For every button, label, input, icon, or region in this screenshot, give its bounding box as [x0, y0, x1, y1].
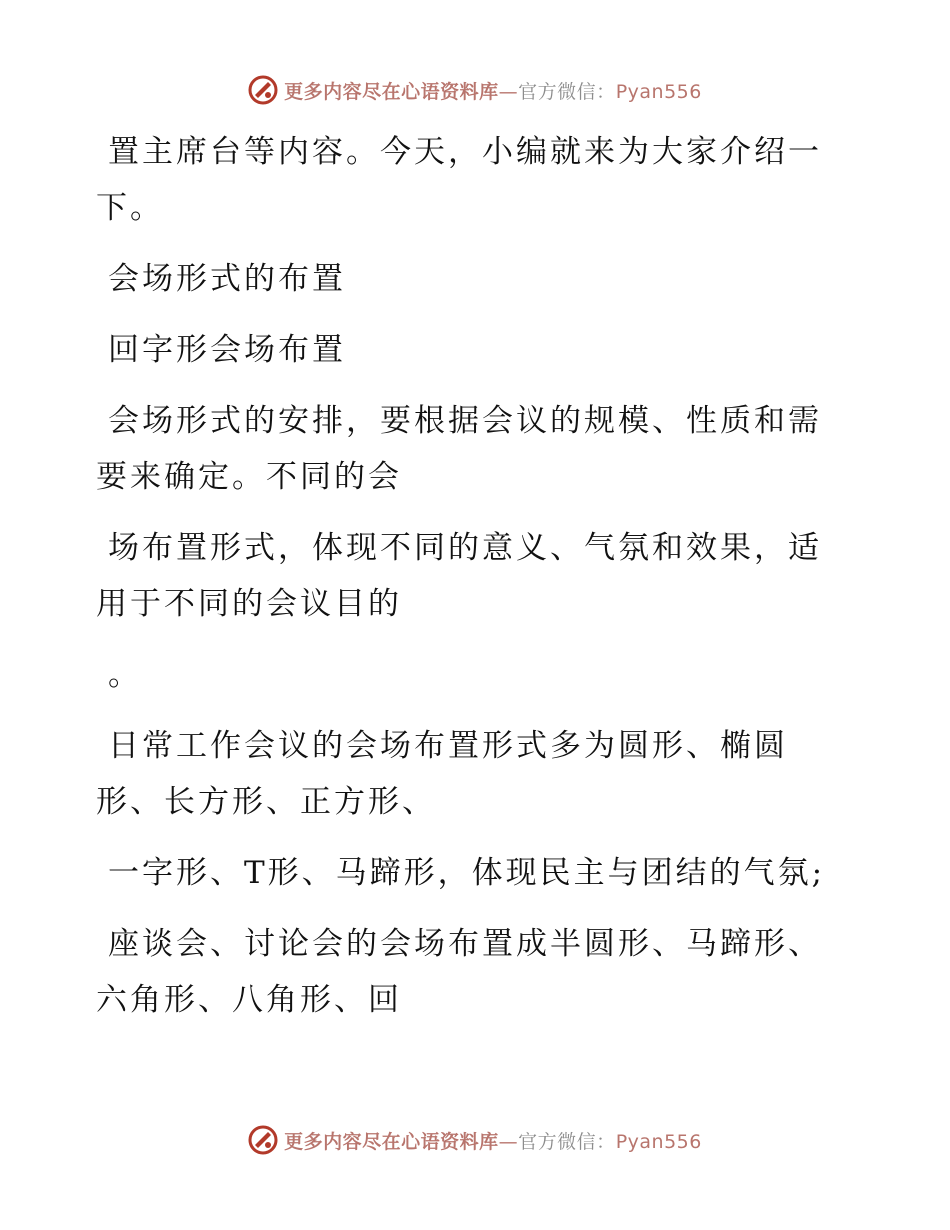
text-line: 形、长方形、正方形、 — [96, 784, 436, 820]
banner-text — [284, 77, 702, 104]
text-line: 日常工作会议的会场布置形式多为圆形、椭圆 — [108, 728, 788, 764]
banner-main-text: 更多内容尽在心语资料库 — [284, 80, 499, 103]
section-heading — [96, 251, 836, 307]
banner-main-text: 更多内容尽在心语资料库 — [284, 1130, 499, 1153]
text-line: 座谈会、讨论会的会场布置成半圆形、马蹄形、 — [108, 926, 822, 962]
paragraph — [96, 393, 836, 505]
banner-wechat-id: Pyan556 — [615, 80, 702, 103]
banner-separator: — — [498, 80, 519, 103]
document-body — [96, 124, 836, 1043]
paragraph — [96, 718, 836, 830]
brand-logo-icon — [248, 1125, 278, 1155]
text-line: 场布置形式，体现不同的意义、气氛和效果，适 — [108, 530, 822, 566]
text-line: 会场形式的布置 — [108, 261, 346, 297]
paragraph — [96, 916, 836, 1028]
text-line: 六角形、八角形、回 — [96, 982, 402, 1018]
text-line: 用于不同的会议目的 — [96, 586, 402, 622]
text-line: 下。 — [96, 190, 164, 226]
paragraph — [96, 845, 836, 901]
paragraph — [96, 647, 836, 703]
banner-text — [284, 1127, 702, 1154]
banner-wechat-label: 官方微信： — [518, 80, 616, 103]
brand-logo-icon — [248, 75, 278, 105]
subsection-heading — [96, 322, 836, 378]
header-banner — [0, 70, 950, 110]
banner-wechat-id: Pyan556 — [615, 1130, 702, 1153]
text-line: 。 — [108, 657, 142, 693]
banner-separator: — — [498, 1130, 519, 1153]
footer-banner — [0, 1120, 950, 1160]
paragraph-intro — [96, 124, 836, 236]
text-line: 会场形式的安排，要根据会议的规模、性质和需 — [108, 403, 822, 439]
text-line: 要来确定。不同的会 — [96, 459, 402, 495]
text-line: 回字形会场布置 — [108, 332, 346, 368]
text-line: 置主席台等内容。今天，小编就来为大家介绍一 — [108, 134, 822, 170]
paragraph — [96, 520, 836, 632]
banner-wechat-label: 官方微信： — [518, 1130, 616, 1153]
text-line: 一字形、T形、马蹄形，体现民主与团结的气氛; — [108, 855, 826, 891]
